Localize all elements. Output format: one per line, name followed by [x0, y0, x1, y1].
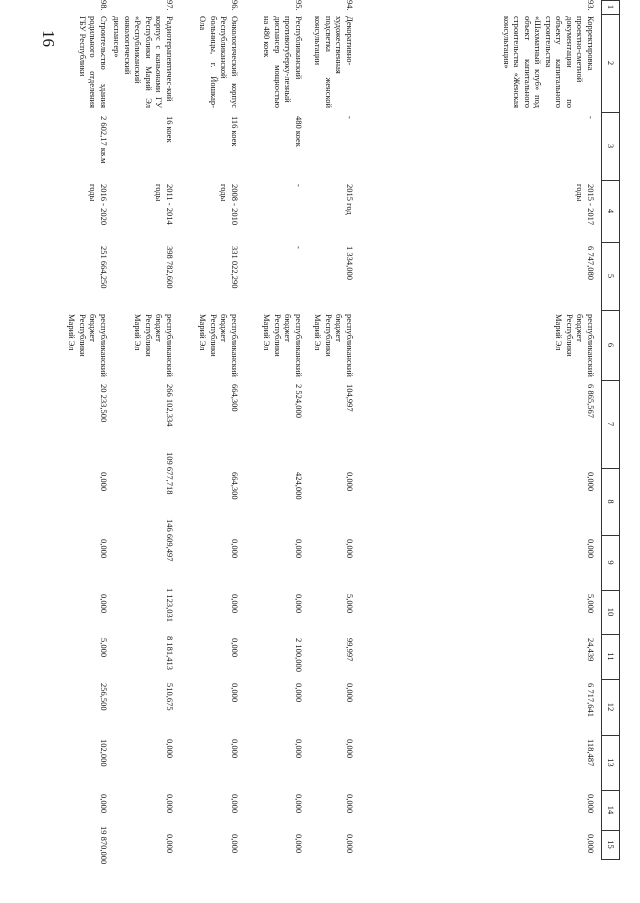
row-number: 95.: [294, 0, 304, 11]
object-name: Радиотерапевтичес-кий корпус с каньонами ГУ Республики Марий Эл «Республиканский онкологический диспансер»: [112, 16, 175, 108]
period: -: [294, 184, 304, 187]
capacity: -: [345, 116, 355, 119]
header-col-15: 15: [606, 840, 616, 849]
value-col-15: 0,000: [294, 834, 304, 854]
funding-source: республиканский бюджет Республики Марий Эл: [554, 314, 596, 377]
row-number: 98.: [99, 0, 109, 11]
period: 2008 - 2010 годы: [219, 184, 240, 226]
object-name: Строительство здания родильного отделения ГБУ Республики: [78, 16, 109, 108]
value-col-10: 0,000: [230, 594, 240, 614]
estimated-cost: 331 022,290: [230, 246, 240, 289]
value-col-7: 2 524,000: [294, 384, 304, 418]
value-col-8: 0,000: [586, 472, 596, 492]
row-number: 93.: [586, 0, 596, 11]
row-number: 94.: [345, 0, 355, 11]
funding-source: республиканский бюджет Республики Марий Эл: [313, 314, 355, 377]
funding-source: республиканский бюджет Республики Марий Эл: [198, 314, 240, 377]
value-col-12: 6 717,641: [586, 683, 596, 717]
estimated-cost: 6 747,080: [586, 246, 596, 280]
value-col-14: 0,000: [99, 794, 109, 814]
value-col-7: 266 102,334: [165, 384, 175, 427]
estimated-cost: 1 334,000: [345, 246, 355, 280]
header-col-7: 7: [606, 421, 616, 427]
capacity: 116 коек: [230, 116, 240, 147]
header-col-8: 8: [606, 499, 616, 504]
value-col-15: 19 870,000: [99, 826, 109, 865]
value-col-15: 0,000: [586, 834, 596, 854]
header-bottom-rule: [601, 0, 602, 860]
value-col-8: 109 677,718: [165, 452, 175, 495]
value-col-9: 0,000: [294, 539, 304, 559]
funding-source: республиканский бюджет Республики Марий Эл: [262, 314, 304, 377]
page-number: 16: [39, 30, 58, 47]
value-col-7: 6 865,567: [586, 384, 596, 418]
period: 2015 - 2017 годы: [575, 184, 596, 226]
header-col-13: 13: [606, 758, 616, 767]
value-col-10: 5,000: [586, 594, 596, 614]
object-name: Онкологический корпус Республиканской больницы, г. Йошкар-Ола: [198, 16, 240, 108]
value-col-14: 0,000: [586, 794, 596, 814]
header-col-12: 12: [606, 702, 616, 712]
header-col-11: 11: [606, 652, 616, 661]
value-col-14: 0,000: [230, 794, 240, 814]
header-top-rule: [619, 0, 620, 860]
value-col-15: 0,000: [165, 834, 175, 854]
value-col-10: 0,000: [99, 594, 109, 614]
capacity: -: [586, 116, 596, 119]
object-name: Корректировка проектно-сметной документации по объекту капитального строительства «Шахматный клуб» под объект капитального строительства «Женская консультация»: [502, 16, 596, 108]
row-number: 97.: [165, 0, 175, 11]
value-col-9: 0,000: [586, 539, 596, 559]
funding-source: республиканский бюджет Республики Марий Эл: [133, 314, 175, 377]
value-col-11: 99,997: [345, 638, 355, 662]
value-col-9: 0,000: [230, 539, 240, 559]
investment-table: [67, 0, 620, 865]
value-col-12: 510,675: [165, 683, 175, 711]
value-col-8: 0,000: [99, 472, 109, 492]
value-col-11: 0,000: [230, 638, 240, 658]
header-col-9: 9: [606, 560, 616, 565]
value-col-13: 102,000: [99, 739, 109, 767]
value-col-13: 118,487: [586, 739, 596, 767]
header-col-1: 1: [606, 4, 616, 10]
value-col-13: 0,000: [165, 739, 175, 759]
object-name: Декоративно-художественная подсветка женской консультации: [313, 16, 355, 108]
value-col-9: 146 609,497: [165, 519, 175, 562]
header-col-10: 10: [606, 607, 616, 617]
value-col-10: 1 123,031: [165, 588, 175, 622]
value-col-9: 0,000: [99, 539, 109, 559]
table-header-row: [602, 0, 620, 860]
estimated-cost: -: [294, 246, 304, 249]
value-col-13: 0,000: [345, 739, 355, 759]
header-col-6: 6: [606, 342, 616, 348]
value-col-11: 5,000: [99, 638, 109, 658]
header-col-3: 3: [606, 143, 616, 149]
value-col-12: 0,000: [230, 683, 240, 703]
value-col-13: 0,000: [230, 739, 240, 759]
estimated-cost: 251 664,250: [99, 246, 109, 289]
value-col-11: 24,439: [586, 638, 596, 662]
capacity: 16 коек: [165, 116, 175, 143]
value-col-7: 664,300: [230, 384, 240, 412]
value-col-8: 664,300: [230, 472, 240, 500]
value-col-10: 0,000: [294, 594, 304, 614]
capacity: 2 602,17 кв.м: [99, 116, 109, 164]
value-col-11: 2 100,000: [294, 638, 304, 672]
header-col-2: 2: [606, 60, 616, 66]
value-col-14: 0,000: [294, 794, 304, 814]
value-col-11: 8 181,413: [165, 636, 175, 670]
value-col-8: 0,000: [345, 472, 355, 492]
value-col-12: 256,500: [99, 683, 109, 711]
value-col-8: 424,000: [294, 472, 304, 500]
value-col-12: 0,000: [345, 683, 355, 703]
header-col-14: 14: [606, 805, 616, 815]
estimated-cost: 398 782,600: [165, 246, 175, 289]
period: 2015 год: [345, 184, 355, 215]
header-col-5: 5: [606, 273, 616, 279]
value-col-13: 0,000: [294, 739, 304, 759]
header-col-4: 4: [606, 208, 616, 214]
value-col-9: 0,000: [345, 539, 355, 559]
value-col-12: 0,000: [294, 683, 304, 703]
capacity: 480 коек: [294, 116, 304, 147]
value-col-15: 0,000: [230, 834, 240, 854]
row-number: 96.: [230, 0, 240, 11]
value-col-15: 0,000: [345, 834, 355, 854]
value-col-7: 104,997: [345, 384, 355, 412]
funding-source: республиканский бюджет Республики Марий Эл: [67, 314, 109, 377]
period: 2011 - 2014 годы: [154, 184, 175, 225]
value-col-14: 0,000: [345, 794, 355, 814]
value-col-14: 0,000: [165, 794, 175, 814]
object-name: Республиканский противотуберку-лезный диспансер мощностью на 480 коек: [262, 16, 304, 108]
value-col-10: 5,000: [345, 594, 355, 614]
period: 2016 - 2020 годы: [88, 184, 109, 226]
value-col-7: 20 233,500: [99, 384, 109, 423]
